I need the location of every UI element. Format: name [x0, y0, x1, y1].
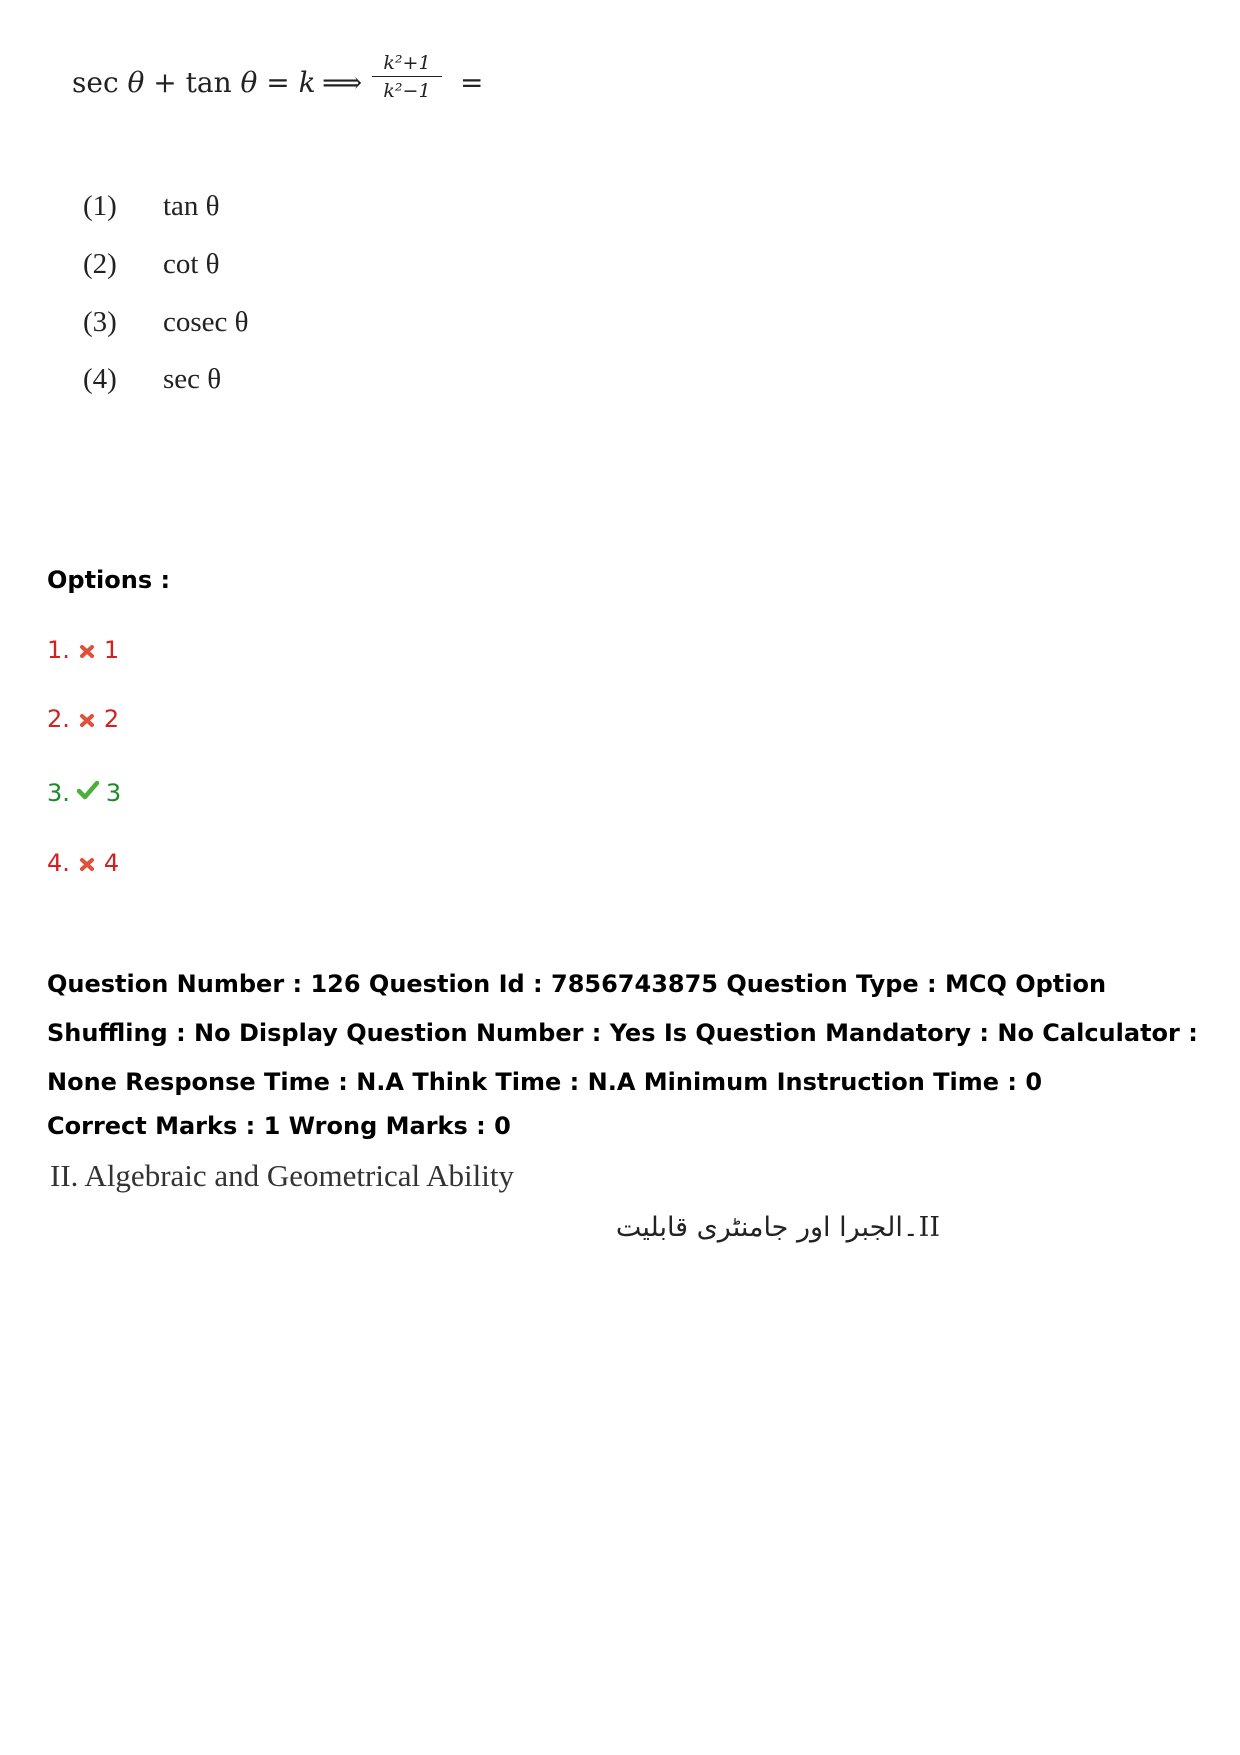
equation-lhs	[72, 66, 316, 99]
choice-number: (4)	[83, 363, 117, 395]
option-value: 4	[103, 849, 120, 877]
implies-arrow: ⟹	[322, 66, 363, 99]
fraction	[372, 52, 442, 102]
eq-theta-2: θ	[240, 66, 258, 99]
option-index: 2.	[47, 705, 70, 733]
cross-icon	[78, 642, 96, 660]
option-value: 3	[105, 779, 122, 807]
eq-sec: sec	[72, 66, 119, 99]
option-index: 3.	[47, 779, 70, 807]
option-item	[47, 636, 119, 666]
check-icon	[76, 779, 100, 801]
choice-text: tan θ	[163, 190, 220, 222]
choice-number: (3)	[83, 306, 117, 338]
option-index: 4.	[47, 849, 70, 877]
option-index: 1.	[47, 636, 70, 664]
choice-text: sec θ	[163, 363, 222, 395]
option-item	[47, 779, 121, 809]
option-value: 2	[103, 705, 120, 733]
eq-plus: +	[144, 66, 186, 99]
option-value: 1	[103, 636, 120, 664]
cross-icon	[78, 711, 96, 729]
fraction-denominator: k²−1	[383, 80, 431, 102]
eq-theta-1: θ	[127, 66, 145, 99]
eq-k: k	[298, 66, 316, 99]
section-title-urdu: II۔الجبرا اور جامنٹری قابلیت	[615, 1212, 940, 1243]
section-title-english: II. Algebraic and Geometrical Ability	[50, 1158, 514, 1193]
choice-number: (2)	[83, 248, 117, 280]
marks-info: Correct Marks : 1 Wrong Marks : 0	[47, 1112, 511, 1140]
choice-number: (1)	[83, 190, 117, 222]
equation-trailing-equals: =	[460, 66, 484, 99]
options-heading: Options :	[47, 566, 171, 594]
fraction-numerator: k²+1	[372, 52, 442, 77]
option-item	[47, 849, 119, 879]
choice-text: cot θ	[163, 248, 220, 280]
cross-icon	[78, 855, 96, 873]
eq-equals-sign: =	[257, 66, 299, 99]
eq-tan: tan	[185, 66, 232, 99]
choice-text: cosec θ	[163, 306, 249, 338]
question-meta: Question Number : 126 Question Id : 7856743875 Question Type : MCQ Option Shuffling : No Display Question Number : Yes Is Question Mandatory : No Calculator : None Response Time : N.A Think Time : N.A Minimum Instruction Time : 0	[47, 970, 1198, 1096]
option-item	[47, 705, 119, 735]
